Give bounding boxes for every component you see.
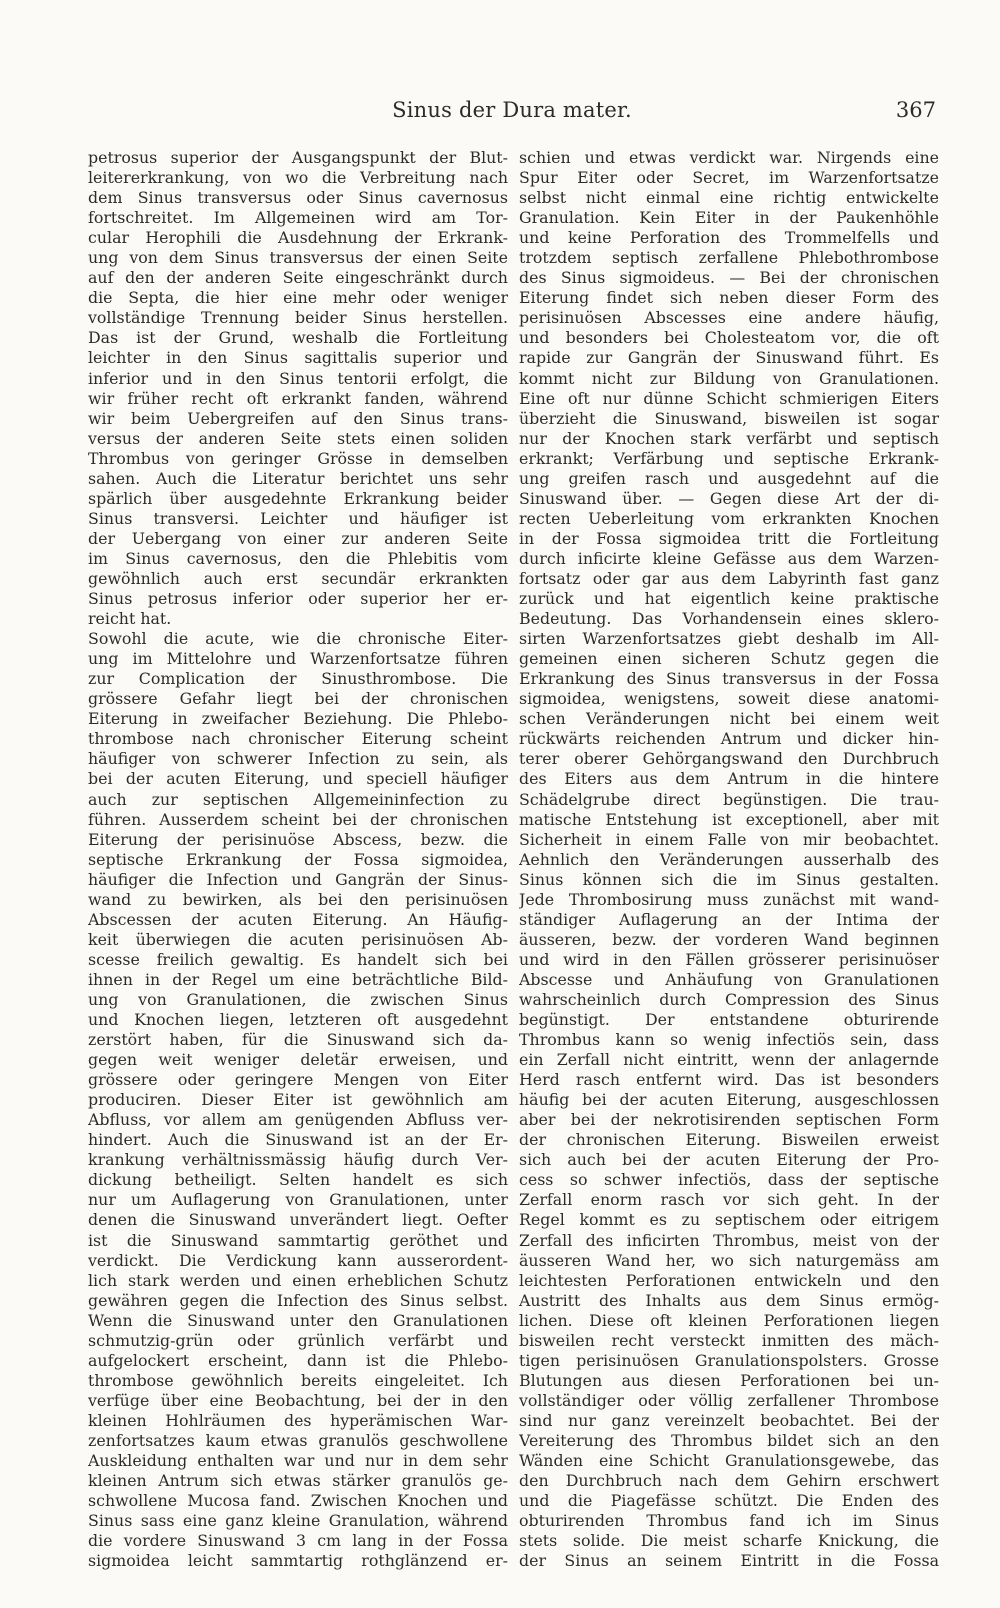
text-line: petrosus superior der Ausgangspunkt der Blut-: [88, 148, 508, 167]
text-line: Blutungen aus diesen Perforationen bei un-: [519, 1370, 939, 1390]
page-number: 367: [895, 98, 936, 122]
text-line: häufig bei der acuten Eiterung, ausgeschlossen: [519, 1090, 939, 1110]
text-line: Eiterung in zweifacher Beziehung. Die Phlebo-: [88, 709, 508, 729]
text-line: begünstigt. Der entstandene obturirende: [519, 1010, 939, 1030]
text-line: Vereiterung des Thrombus bildet sich an den: [519, 1431, 939, 1450]
text-line: septische Erkrankung der Fossa sigmoidea,: [88, 849, 508, 869]
text-line: sigmoidea, wenigstens, soweit diese anatomi-: [519, 689, 939, 709]
text-line: matische Entstehung ist exceptionell, aber mit: [519, 809, 939, 829]
text-line: keit überwiegen die acuten perisinuösen Ab-: [88, 929, 508, 949]
text-line: zurück und hat eigentlich keine praktische: [519, 589, 939, 609]
text-line: scesse freilich gewaltig. Es handelt sich bei: [88, 949, 508, 969]
text-line: kommt nicht zur Bildung von Granulationen.: [519, 368, 939, 388]
text-line: Erkrankung des Sinus transversus in der Fossa: [519, 669, 939, 689]
text-line: der Uebergang von einer zur anderen Seite: [88, 528, 508, 548]
text-line: verfüge über eine Beobachtung, bei der in den: [88, 1390, 508, 1410]
text-line: krankung verhältnissmässig häufig durch Ver-: [88, 1150, 508, 1170]
text-line: Sowohl die acute, wie die chronische Eiter-: [88, 629, 508, 649]
text-line: nur um Auflagerung von Granulationen, unter: [88, 1190, 508, 1210]
text-line: häufiger die Infection und Gangrän der Sinus-: [88, 869, 508, 889]
text-line: wahrscheinlich durch Compression des Sinus: [519, 989, 939, 1009]
text-line: gewähren gegen die Infection des Sinus selbst.: [88, 1290, 508, 1310]
text-line: perisinuösen Abscesses eine andere häufig,: [519, 308, 939, 328]
text-line: ung von Granulationen, die zwischen Sinus: [88, 989, 508, 1009]
text-line: ung von dem Sinus transversus der einen Seite: [88, 248, 508, 268]
text-line: Austritt des Inhalts aus dem Sinus ermög-: [519, 1290, 939, 1310]
text-line: in der Fossa sigmoidea tritt die Fortleitung: [519, 528, 939, 548]
text-line: Eine oft nur dünne Schicht schmierigen Eiters: [519, 388, 939, 408]
text-line: gemeinen einen sicheren Schutz gegen die: [519, 649, 939, 669]
running-title: Sinus der Dura mater.: [392, 98, 632, 122]
text-line: Abfluss, vor allem am genügenden Abfluss ver-: [88, 1110, 508, 1130]
text-line: kleinen Antrum sich etwas stärker granulös ge-: [88, 1471, 508, 1491]
text-line: Aehnlich den Veränderungen ausserhalb des: [519, 849, 939, 869]
text-line: reicht hat.: [88, 609, 172, 629]
text-line: Spur Eiter oder Secret, im Warzenfortsatze: [519, 168, 939, 188]
text-line: dickung betheiligt. Selten handelt es sich: [88, 1170, 508, 1190]
text-line: Bedeutung. Das Vorhandensein eines sklero-: [519, 609, 939, 629]
text-line: thrombose gewöhnlich bereits eingeleitet. Ich: [88, 1370, 508, 1390]
text-line: Abscesse und Anhäufung von Granulationen: [519, 969, 939, 989]
text-line: schen Veränderungen nicht bei einem weit: [519, 709, 939, 729]
text-line: auch zur septischen Allgemeininfection zu: [88, 789, 508, 809]
text-line: nur der Knochen stark verfärbt und septisch: [519, 428, 939, 448]
text-line: durch inficirte kleine Gefässe aus dem Warzen-: [519, 548, 939, 568]
text-line: des Sinus sigmoideus. — Bei der chronischen: [519, 268, 939, 288]
text-line: ein Zerfall nicht eintritt, wenn der anlagernde: [519, 1050, 939, 1070]
text-line: rückwärts reichenden Antrum und dicker hin-: [519, 729, 939, 749]
text-line: fortsatz oder gar aus dem Labyrinth fast ganz: [519, 568, 939, 588]
text-line: überzieht die Sinuswand, bisweilen ist sogar: [519, 408, 939, 428]
text-line: obturirenden Thrombus fand ich im Sinus: [519, 1511, 939, 1531]
text-line: leichter in den Sinus sagittalis superior und: [88, 348, 508, 368]
text-line: cess so schwer infectiös, dass der septische: [519, 1170, 939, 1190]
text-line: häufiger von schwerer Infection zu sein, als: [88, 749, 508, 769]
text-line: Sinus können sich die im Sinus gestalten.: [519, 869, 939, 889]
text-line: selbst nicht einmal eine richtig entwickelte: [519, 188, 939, 208]
text-line: vollständige Trennung beider Sinus herstellen.: [88, 308, 508, 328]
text-line: sigmoidea leicht sammtartig rothglänzend er-: [88, 1551, 508, 1571]
text-line: denen die Sinuswand unverändert liegt. Oefter: [88, 1210, 508, 1230]
text-line: wir beim Uebergreifen auf den Sinus trans-: [88, 408, 508, 428]
text-line: inferior und in den Sinus tentorii erfolgt, die: [88, 368, 508, 388]
text-line: Thrombus von geringer Grösse in demselben: [88, 448, 508, 468]
text-line: die Septa, die hier eine mehr oder weniger: [88, 288, 508, 308]
text-line: Regel kommt es zu septischem oder eitrigem: [519, 1210, 939, 1230]
text-line: ist die Sinuswand sammtartig geröthet und: [88, 1230, 508, 1250]
text-line: zur Complication der Sinusthrombose. Die: [88, 669, 508, 689]
text-line: leichtesten Perforationen entwickeln und den: [519, 1270, 939, 1290]
text-line: und Knochen liegen, letzteren oft ausgedehnt: [88, 1010, 508, 1030]
text-line: Jede Thrombosirung muss zunächst mit wand-: [519, 889, 939, 909]
text-line: erkrankt; Verfärbung und septische Erkrank-: [519, 448, 939, 468]
text-line: Das ist der Grund, weshalb die Fortleitung: [88, 328, 508, 348]
left-column: [88, 148, 508, 1571]
text-line: lichen. Diese oft kleinen Perforationen liegen: [519, 1310, 939, 1330]
text-line: hindert. Auch die Sinuswand ist an der Er-: [88, 1130, 508, 1150]
text-line: Thrombus kann so wenig infectiös sein, dass: [519, 1030, 939, 1050]
text-line: Auskleidung enthalten war und nur in dem sehr: [88, 1451, 508, 1471]
text-line: verdickt. Die Verdickung kann ausserordent-: [88, 1250, 508, 1270]
text-line: Sicherheit in einem Falle von mir beobachtet.: [519, 829, 939, 849]
right-column: [519, 148, 939, 1571]
text-line: schmutzig-grün oder grünlich verfärbt und: [88, 1330, 508, 1350]
text-line: tigen perisinuösen Granulationspolsters. Grosse: [519, 1350, 939, 1370]
text-line: gegen weit weniger deletär erweisen, und: [88, 1050, 508, 1070]
text-line: Granulation. Kein Eiter in der Paukenhöhle: [519, 208, 939, 228]
text-line: und die Piagefässe schützt. Die Enden des: [519, 1491, 939, 1511]
text-line: Schädelgrube direct begünstigen. Die trau-: [519, 789, 939, 809]
text-line: leitererkrankung, von wo die Verbreitung nach: [88, 168, 508, 188]
text-line: schwollene Mucosa fand. Zwischen Knochen und: [88, 1491, 508, 1511]
text-line: versus der anderen Seite stets einen soliden: [88, 428, 508, 448]
text-line: fortschreitet. Im Allgemeinen wird am Tor-: [88, 208, 508, 228]
text-line: Wänden eine Schicht Granulationsgewebe, das: [519, 1451, 939, 1471]
text-line: Eiterung der perisinuöse Abscess, bezw. die: [88, 829, 508, 849]
text-line: und wird in den Fällen grösserer perisinuöser: [519, 949, 939, 969]
text-line: cular Herophili die Ausdehnung der Erkrank-: [88, 228, 508, 248]
text-line: thrombose nach chronischer Eiterung scheint: [88, 729, 508, 749]
text-line: aufgelockert erscheint, dann ist die Phlebo-: [88, 1350, 508, 1370]
text-line: sahen. Auch die Literatur berichtet uns sehr: [88, 468, 508, 488]
text-line: spärlich über ausgedehnte Erkrankung beider: [88, 488, 508, 508]
text-line: Abscessen der acuten Eiterung. An Häufig-: [88, 909, 508, 929]
text-line: ständiger Auflagerung an der Intima der: [519, 909, 939, 929]
text-line: stets solide. Die meist scharfe Knickung, die: [519, 1531, 939, 1551]
text-line: sind nur ganz vereinzelt beobachtet. Bei der: [519, 1410, 939, 1430]
text-line: Herd rasch entfernt wird. Das ist besonders: [519, 1070, 939, 1090]
text-line: grössere Gefahr liegt bei der chronischen: [88, 689, 508, 709]
text-line: gewöhnlich auch erst secundär erkrankten: [88, 568, 508, 588]
text-line: sirten Warzenfortsatzes giebt deshalb im All-: [519, 629, 939, 649]
text-line: Zerfall des inficirten Thrombus, meist von der: [519, 1230, 939, 1250]
text-line: Wenn die Sinuswand unter den Granulationen: [88, 1310, 508, 1330]
text-line: Sinus sass eine ganz kleine Granulation, während: [88, 1511, 508, 1531]
text-line: äusseren, bezw. der vorderen Wand beginnen: [519, 929, 939, 949]
text-line: terer oberer Gehörgangswand den Durchbruch: [519, 749, 939, 769]
text-line: Eiterung findet sich neben dieser Form des: [519, 288, 939, 308]
text-line: zerstört haben, für die Sinuswand sich da-: [88, 1030, 508, 1050]
text-line: rapide zur Gangrän der Sinuswand führt. Es: [519, 348, 939, 368]
text-line: ung greifen rasch und ausgedehnt auf die: [519, 468, 939, 488]
text-line: bisweilen recht versteckt inmitten des mäch-: [519, 1330, 939, 1350]
text-line: und keine Perforation des Trommelfells und: [519, 228, 939, 248]
text-line: ung im Mittelohre und Warzenfortsatze führen: [88, 649, 508, 669]
text-line: recten Ueberleitung vom erkrankten Knochen: [519, 508, 939, 528]
text-line: den Durchbruch nach dem Gehirn erschwert: [519, 1471, 939, 1491]
text-line: aber bei der nekrotisirenden septischen Form: [519, 1110, 939, 1130]
text-line: die vordere Sinuswand 3 cm lang in der Fossa: [88, 1531, 508, 1551]
text-line: Sinus transversi. Leichter und häufiger ist: [88, 508, 508, 528]
text-line: Zerfall enorm rasch vor sich geht. In der: [519, 1190, 939, 1210]
text-line: des Eiters aus dem Antrum in die hintere: [519, 769, 939, 789]
text-line: schien und etwas verdickt war. Nirgends eine: [519, 148, 939, 167]
text-line: lich stark werden und einen erheblichen Schutz: [88, 1270, 508, 1290]
text-line: der Sinus an seinem Eintritt in die Fossa: [519, 1551, 939, 1571]
page-header: [88, 98, 936, 128]
text-line: wir früher recht oft erkrankt fanden, während: [88, 388, 508, 408]
text-line: zenfortsatzes kaum etwas granulös geschwollene: [88, 1431, 508, 1450]
text-line: kleinen Hohlräumen des hyperämischen War-: [88, 1410, 508, 1430]
text-line: wand zu bewirken, als bei den perisinuösen: [88, 889, 508, 909]
text-line: produciren. Dieser Eiter ist gewöhnlich am: [88, 1090, 508, 1110]
text-line: auf den der anderen Seite eingeschränkt durch: [88, 268, 508, 288]
text-line: und besonders bei Cholesteatom vor, die oft: [519, 328, 939, 348]
text-line: Sinuswand über. — Gegen diese Art der di-: [519, 488, 939, 508]
text-line: der chronischen Eiterung. Bisweilen erweist: [519, 1130, 939, 1150]
text-line: im Sinus cavernosus, den die Phlebitis vom: [88, 548, 508, 568]
text-line: dem Sinus transversus oder Sinus cavernosus: [88, 188, 508, 208]
text-line: vollständiger oder völlig zerfallener Thrombose: [519, 1390, 939, 1410]
text-line: führen. Ausserdem scheint bei der chronischen: [88, 809, 508, 829]
text-line: ihnen in der Regel um eine beträchtliche Bild-: [88, 969, 508, 989]
text-line: grössere oder geringere Mengen von Eiter: [88, 1070, 508, 1090]
text-line: Sinus petrosus inferior oder superior her er-: [88, 589, 508, 609]
text-line: sich auch bei der acuten Eiterung der Pro-: [519, 1150, 939, 1170]
text-line: trotzdem septisch zerfallene Phlebothrombose: [519, 248, 939, 268]
text-line: äusseren Wand her, wo sich naturgemäss am: [519, 1250, 939, 1270]
text-line: bei der acuten Eiterung, und speciell häufiger: [88, 769, 508, 789]
